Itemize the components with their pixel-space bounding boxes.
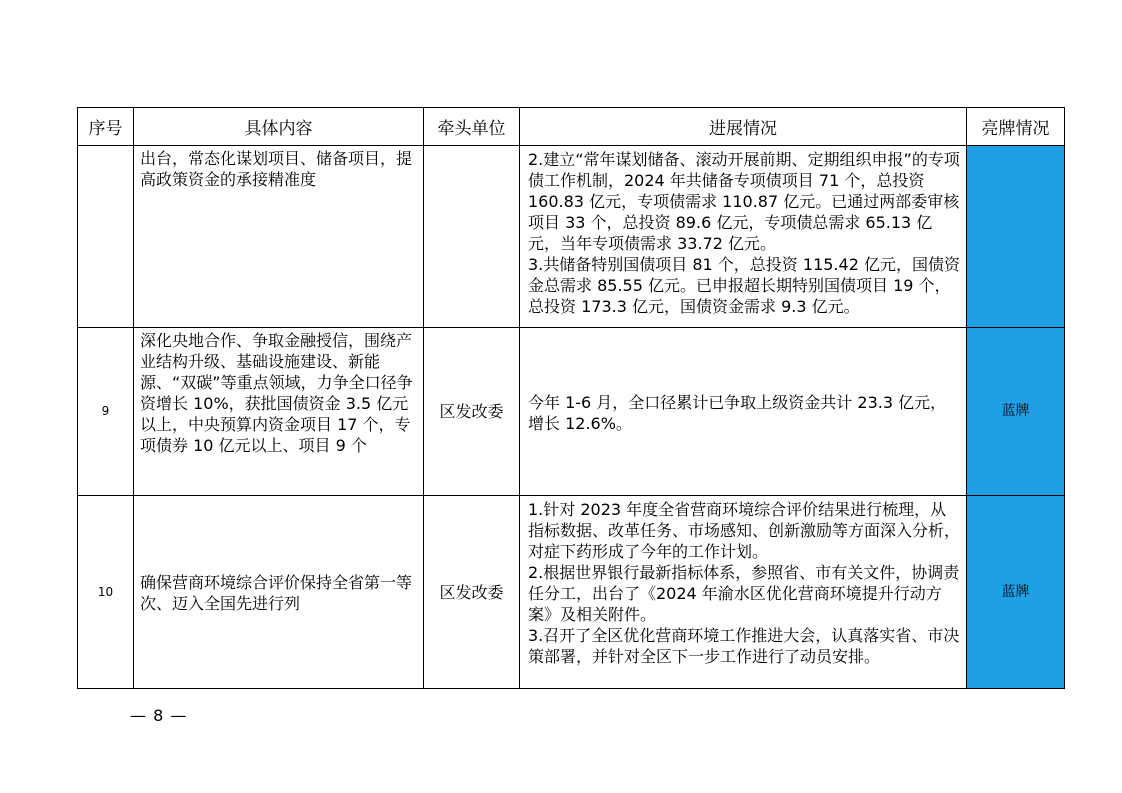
page-number: — 8 — xyxy=(130,706,188,725)
progress-item: 今年 1-6 月，全口径累计已争取上级资金共计 23.3 亿元，增长 12.6%。 xyxy=(528,393,947,433)
row-progress xyxy=(520,496,967,689)
row-plaque-status: 蓝牌 xyxy=(967,328,1065,496)
row-serial-no: 9 xyxy=(78,328,134,496)
header-lead-unit: 牵头单位 xyxy=(424,108,520,146)
row-lead-unit: 区发改委 xyxy=(424,496,520,689)
row-plaque-status: 蓝牌 xyxy=(967,496,1065,689)
row-progress xyxy=(520,146,967,328)
row-serial-no: 10 xyxy=(78,496,134,689)
progress-item: 1.针对 2023 年度全省营商环境综合评价结果进行梳理，从指标数据、改革任务、市场感知、创新激励等方面深入分析，对症下药形成了今年的工作计划。 xyxy=(528,500,961,561)
row-progress xyxy=(520,328,967,496)
header-serial-no: 序号 xyxy=(78,108,134,146)
table-header-row xyxy=(78,108,1065,146)
row-content: 出台，常态化谋划项目、储备项目，提高政策资金的承接精准度 xyxy=(134,146,424,328)
table-row xyxy=(78,328,1065,496)
header-progress: 进展情况 xyxy=(520,108,967,146)
progress-item: 3.共储备特别国债项目 81 个，总投资 115.42 亿元，国债资金总需求 85.55 亿元。已申报超长期特别国债项目 19 个，总投资 173.3 亿元，国债资金需求 9.3 亿元。 xyxy=(528,255,960,316)
row-plaque-status xyxy=(967,146,1065,328)
row-serial-no xyxy=(78,146,134,328)
progress-item: 2.根据世界银行最新指标体系，参照省、市有关文件，协调责任分工，出台了《2024 年渝水区优化营商环境提升行动方案》及相关附件。 xyxy=(528,563,960,624)
row-content: 确保营商环境综合评价保持全省第一等次、迈入全国先进行列 xyxy=(134,496,424,689)
row-lead-unit xyxy=(424,146,520,328)
row-lead-unit: 区发改委 xyxy=(424,328,520,496)
header-content: 具体内容 xyxy=(134,108,424,146)
progress-table xyxy=(77,107,1065,689)
header-plaque-status: 亮牌情况 xyxy=(967,108,1065,146)
table-row xyxy=(78,496,1065,689)
row-content: 深化央地合作、争取金融授信，围绕产业结构升级、基础设施建设、新能源、“双碳”等重点领域，力争全口径争资增长 10%，获批国债资金 3.5 亿元以上，中央预算内资金项目 17 个，专项债券 10 亿元以上、项目 9 个 xyxy=(134,328,424,496)
progress-item: 3.召开了全区优化营商环境工作推进大会，认真落实省、市决策部署，并针对全区下一步工作进行了动员安排。 xyxy=(528,626,960,666)
progress-item: 2.建立“常年谋划储备、滚动开展前期、定期组织申报”的专项债工作机制，2024 年共储备专项债项目 71 个，总投资 160.83 亿元，专项债需求 110.87 亿元。已通过两部委审核项目 33 个，总投资 89.6 亿元，专项债总需求 65.13 亿元，当年专项债需求 33.72 亿元。 xyxy=(528,150,960,253)
table-row xyxy=(78,146,1065,328)
